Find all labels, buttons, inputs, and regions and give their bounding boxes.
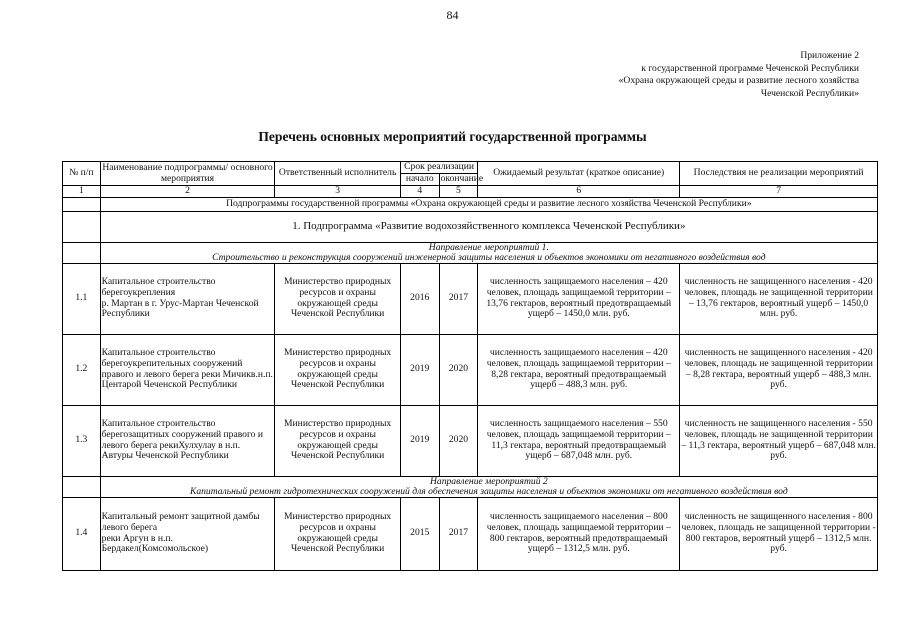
- row-end: 2017: [439, 497, 478, 570]
- appendix-line-3: «Охрана окружающей среды и развитие лесного хозяйства: [618, 75, 859, 86]
- direction-2: [100, 476, 877, 497]
- column-number: 6: [478, 186, 680, 198]
- row-consequences: численность не защищенного населения - 420 человек, площадь не защищенной территории – 13,76 гектаров, вероятный ущерб – 1450,0 млн. руб.: [680, 263, 878, 334]
- table-row: [63, 405, 878, 476]
- row-num: 1.3: [63, 405, 101, 476]
- column-number: 4: [400, 186, 439, 198]
- direction-1: [100, 242, 877, 263]
- empty-cell: [63, 476, 101, 497]
- subprogram-1-row: [63, 211, 878, 242]
- direction-1-text: Строительство и реконструкция сооружений инженерной защиты населения и объектов экономики от негативного воздействия вод: [212, 251, 766, 263]
- column-number: 2: [100, 186, 275, 198]
- header-result: Ожидаемый результат (краткое описание): [478, 162, 680, 186]
- row-name: Капитальное строительство берегоукрепительных сооружений правого и левого берега реки Мичикв.н.п. Центарой Чеченской Республики: [100, 334, 275, 405]
- header-period: Срок реализации: [400, 162, 477, 174]
- column-number: 3: [275, 186, 401, 198]
- appendix-line-4: Чеченской Республики»: [760, 87, 859, 99]
- header-name: Наименование подпрограммы/ основного мероприятия: [100, 162, 275, 186]
- row-result: численность защищаемого населения – 550 человек, площадь защищаемой территории – 11,3 гектара, вероятный предотвращаемый ущерб – 687,048 млн. руб.: [478, 405, 680, 476]
- row-num: 1.2: [63, 334, 101, 405]
- row-end: 2020: [439, 334, 478, 405]
- row-result: численность защищаемого населения – 420 человек, площадь защищаемой территории – 13,76 гектаров, вероятный предотвращаемый ущерб – 1450,0 млн. руб.: [478, 263, 680, 334]
- direction-2-label: Направление мероприятий 2: [429, 475, 548, 487]
- empty-cell: [63, 242, 101, 263]
- table-row: [63, 497, 878, 570]
- row-result: численность защищаемого населения – 420 человек, площадь защищаемой территории – 8,28 гектара, вероятный предотвращаемый ущерб – 488,3 млн. руб.: [478, 334, 680, 405]
- header-row-1: [63, 162, 878, 174]
- subprograms-heading-row: [63, 197, 878, 211]
- empty-cell: [63, 211, 101, 242]
- page-number: 84: [446, 8, 459, 22]
- subprogram-1-title: 1. Подпрограмма «Развитие водохозяйственного комплекса Чеченской Республики»: [100, 211, 877, 242]
- table-row: [63, 263, 878, 334]
- row-responsible: Министерство природных ресурсов и охраны окружающей среды Чеченской Республики: [275, 263, 401, 334]
- direction-1-row: [63, 242, 878, 263]
- measures-table: [62, 161, 878, 571]
- row-start: 2015: [400, 497, 439, 570]
- header-responsible: Ответственный исполнитель: [275, 162, 401, 186]
- row-start: 2019: [400, 334, 439, 405]
- header-end: окончание: [440, 173, 484, 185]
- row-start: 2016: [400, 263, 439, 334]
- appendix-line-1: Приложение 2: [800, 50, 859, 61]
- row-end: 2017: [439, 263, 478, 334]
- row-responsible: Министерство природных ресурсов и охраны окружающей среды Чеченской Республики: [275, 497, 401, 570]
- table-row: [63, 334, 878, 405]
- document-title: Перечень основных мероприятий государственной программы: [258, 129, 647, 144]
- column-number: 7: [680, 186, 878, 198]
- row-consequences: численность не защищенного населения - 800 человек, площадь не защищенной территории - 800 гектаров, вероятный ущерб – 1312,5 млн. руб.: [680, 497, 878, 570]
- row-responsible: Министерство природных ресурсов и охраны окружающей среды Чеченской Республики: [275, 405, 401, 476]
- header-num: № п/п: [63, 162, 101, 186]
- row-name: Капитальное строительство берегоукрепления р. Мартан в г. Урус-Мартан Чеченской Республики: [100, 263, 275, 334]
- direction-2-row: [63, 476, 878, 497]
- row-start: 2019: [400, 405, 439, 476]
- row-end: 2020: [439, 405, 478, 476]
- appendix-note: [619, 50, 859, 100]
- row-num: 1.4: [63, 497, 101, 570]
- row-consequences: численность не защищенного населения - 550 человек, площадь не защищенной территории – 11,3 гектара, вероятный ущерб – 687,048 млн. руб.: [680, 405, 878, 476]
- column-number: 1: [63, 186, 101, 198]
- direction-1-label: Направление мероприятий 1.: [428, 241, 549, 253]
- empty-cell: [63, 197, 101, 211]
- row-result: численность защищаемого населения – 800 человек, площадь защищаемой территории – 800 гектаров, вероятный предотвращаемый ущерб – 1312,5 млн. руб.: [478, 497, 680, 570]
- header-consequences: Последствия не реализации мероприятий: [680, 162, 878, 186]
- direction-2-text: Капитальный ремонт гидротехнических сооружений для обеспечения защиты населения и объектов экономики от негативного воздействия вод: [189, 485, 788, 497]
- row-name: Капитальный ремонт защитной дамбы левого берега реки Аргун в н.п. Бердакел(Комсомольское): [100, 497, 275, 570]
- column-number-row: [63, 186, 878, 198]
- column-number: 5: [439, 186, 478, 198]
- row-responsible: Министерство природных ресурсов и охраны окружающей среды Чеченской Республики: [275, 334, 401, 405]
- row-name: Капитальное строительство берегозащитных сооружений правого и левого берега рекиХулхулау в н.п. Автуры Чеченской Республики: [100, 405, 275, 476]
- row-num: 1.1: [63, 263, 101, 334]
- row-consequences: численность не защищенного населения - 420 человек, площадь не защищенной территории – 8,28 гектара, вероятный ущерб – 488,3 млн. руб.: [680, 334, 878, 405]
- header-start: начало: [400, 174, 439, 186]
- appendix-line-2: к государственной программе Чеченской Республики: [641, 62, 859, 74]
- subprograms-heading: Подпрограммы государственной программы «Охрана окружающей среды и развитие лесного хозяйства Чеченской Республики»: [100, 197, 877, 211]
